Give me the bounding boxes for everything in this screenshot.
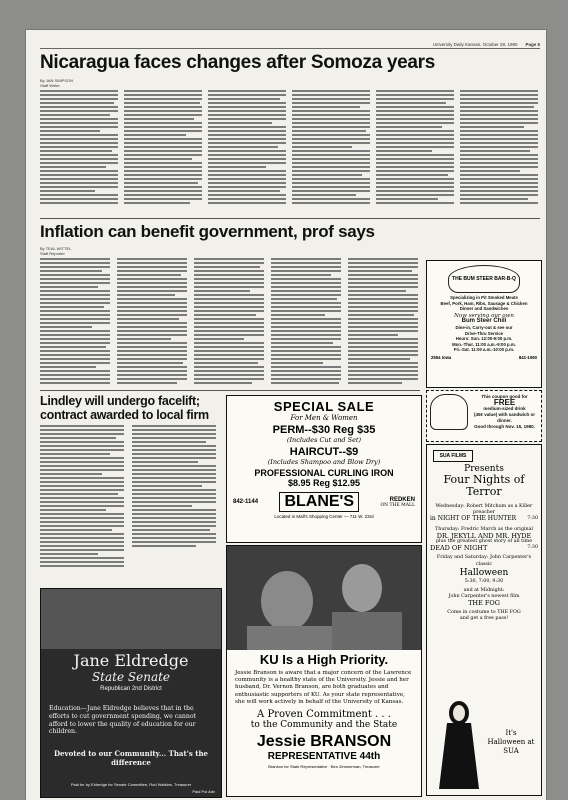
story3-headline: Lindley will undergo facelift; contract awarded to local firm (40, 394, 209, 422)
blanes-curling-price: $8.95 Reg $12.95 (287, 478, 361, 488)
bum-steer-name: THE BUM STEER BAR-B-Q (452, 276, 516, 282)
branson-commitment: A Proven Commitment . . . (257, 709, 391, 721)
coupon-free: FREE (493, 398, 516, 407)
bum-steer-drive: Drive-Thru Service (464, 330, 504, 336)
branson-headline: KU Is a High Priority. (259, 652, 389, 667)
sua-films-costume: Come in costume to THE FOG (447, 609, 521, 615)
sua-films-fog: THE FOG (468, 599, 500, 608)
coupon-line3: (45¢ value) with sandwich or dinner. (473, 412, 536, 423)
newspaper-page (26, 30, 546, 800)
branson-photo-art (227, 546, 421, 650)
blanes-curling: PROFESSIONAL CURLING IRON (254, 468, 394, 478)
branson-title: REPRESENTATIVE 44th (267, 751, 381, 763)
sua-films-thu-film2: DEAD OF NIGHT (430, 544, 488, 553)
eldredge-slogan: Devoted to our Community... That's the difference (53, 749, 208, 767)
sua-films-midnight: and at Midnight: (463, 588, 505, 594)
blanes-sub: For Men & Women (290, 414, 358, 422)
sua-films-closing: It's Halloween at SUA (487, 729, 535, 755)
branson-ad (226, 545, 422, 797)
blanes-haircut: HAIRCUT--$9 (289, 446, 359, 458)
story2-byline (40, 246, 130, 256)
page-number: Page 5 (525, 42, 540, 47)
story3-text-columns (40, 425, 220, 585)
story2-role: Staff Reporter (40, 251, 65, 256)
story1-author: By JAN SIMPSON (40, 78, 73, 83)
eldredge-body: Education—Jane Eldredge believes that in the efforts to cut government spending, we cannot afford to lower the quality of education for our children. (49, 705, 197, 736)
bum-steer-address: 2554 Iowa (431, 354, 452, 360)
coupon-ad (426, 390, 542, 442)
story1-role: Staff Writer (40, 83, 60, 88)
bum-steer-hours2: Mon.-Thur. 11:00 a.m.-9:00 p.m. (452, 341, 516, 347)
eldredge-name: Jane Eldredge (73, 651, 189, 670)
branson-photo (227, 546, 421, 650)
blanes-brand: REDKEN (389, 496, 415, 503)
bum-steer-ad (426, 260, 542, 388)
eldredge-paid: Paid for by Eldredge for Senate Committee, Rod Watkins, Treasurer (70, 782, 192, 787)
bum-steer-hours1: Hours: Sun. 12:00-9:00 p.m. (455, 336, 513, 342)
blanes-perm-note: (Includes Cut and Set) (286, 436, 362, 444)
story1-body (40, 90, 540, 215)
halloween-figure-illustration (431, 699, 491, 789)
bum-steer-serving: Now serving our own (454, 312, 514, 319)
blanes-location: Located in Mall's Shopping Center — 711 W. 23rd (274, 514, 374, 519)
blanes-haircut-note: (Includes Shampoo and Blow Dry) (267, 458, 381, 466)
bum-steer-logo (448, 265, 520, 293)
sua-films-fri-film2: John Carpenter's newest film (448, 594, 520, 600)
bum-steer-line1: Specializing in Pit Smoked Meats (450, 295, 518, 300)
sua-films-logo: SUA FILMS (433, 450, 473, 462)
blanes-shop-note: ON THE MALL (380, 502, 415, 508)
sua-films-wed: Wednesday: Robert Mitchum as a Killer preacher (435, 504, 533, 516)
branson-body: Jessie Branson is aware that a major concern of the Lawrence community is a healthy state of the University. Jessie and her husband, Dr. Vernon Branson, are both graduates and enthusiastic supporters of KU. As your state representative, she will work actively in behalf of the University of Kansas. (235, 670, 412, 705)
sua-films-ad (426, 444, 542, 796)
sua-films-thu-film: DR. JEKYLL AND MR. HYDE (436, 531, 532, 540)
story2-body (40, 258, 420, 388)
sua-films-fri-times: 5:30, 7:00, 9:30 (464, 578, 504, 584)
eldredge-party: Republican 2nd District (100, 686, 162, 692)
sua-films-fri: Friday and Saturday: John Carpenter's classic (436, 555, 532, 567)
paper-name: University Daily Kansan, October 28, 1980 (432, 42, 518, 47)
eldredge-photo (41, 589, 221, 649)
sua-films-wed-time: 7:30 (527, 516, 538, 522)
blanes-shop: BLANE'S (279, 492, 359, 512)
bum-steer-hours3: Fri.-Sat. 11:00 a.m.-10:00 p.m. (453, 347, 515, 353)
bum-steer-special: Bum Steer Chili (461, 318, 507, 325)
blanes-title: SPECIAL SALE (273, 399, 375, 414)
eldredge-paid-ad: Paid Pol Adv (192, 789, 215, 794)
sua-films-title: Four Nights of Terror (443, 473, 525, 498)
story1-byline (40, 78, 130, 88)
story2-headline: Inflation can benefit government, prof says (40, 222, 375, 241)
blanes-ad (226, 395, 422, 543)
sua-films-thu-note: plus the greatest ghost story of all time (435, 539, 533, 545)
page-header (40, 42, 540, 49)
sua-films-wed-film: in NIGHT OF THE HUNTER (430, 515, 517, 523)
bum-steer-line3: Dinner and Sandwiches (459, 306, 509, 312)
eldredge-office: State Senate (91, 670, 171, 684)
divider (40, 390, 420, 391)
branson-paid: Branson for State Representative · Ben Zimmerman, Treasurer (268, 764, 380, 770)
story2-author: By TEAL WITTEL (40, 246, 72, 251)
sua-films-thu-time: 7:30 (527, 545, 538, 551)
sua-films-presents: Presents (464, 464, 504, 474)
bum-steer-line2: Beef, Pork, Ham, Ribs, Sausage & Chicken (440, 300, 528, 306)
coupon-line1: This coupon good for (481, 394, 528, 399)
story3-body (40, 425, 220, 585)
divider (40, 218, 540, 219)
coupon-logo (430, 394, 468, 430)
sua-films-thu: Thursday: Fredric March as the original (435, 526, 533, 532)
coupon-line2: medium-sized drink (483, 406, 526, 411)
branson-name: Jessie BRANSON (256, 733, 392, 751)
story1-headline: Nicaragua faces changes after Somoza years (40, 52, 436, 73)
story1-text-columns (40, 90, 540, 215)
branson-commitment2: to the Community and the State (250, 720, 398, 731)
blanes-phone: 842-1144 (233, 499, 259, 505)
blanes-perm: PERM--$30 Reg $35 (272, 424, 376, 436)
coupon-line4: Good through Nov. 15, 1980. (474, 424, 535, 429)
sua-films-costume2: and get a free pass! (459, 615, 509, 621)
sua-films-fri-film: Halloween (459, 567, 509, 578)
bum-steer-dine: Dine-in, Carry-out & see our (455, 324, 513, 330)
eldredge-ad (40, 588, 222, 798)
bum-steer-phone: 841-1060 (518, 354, 537, 360)
story2-text-columns (40, 258, 420, 388)
